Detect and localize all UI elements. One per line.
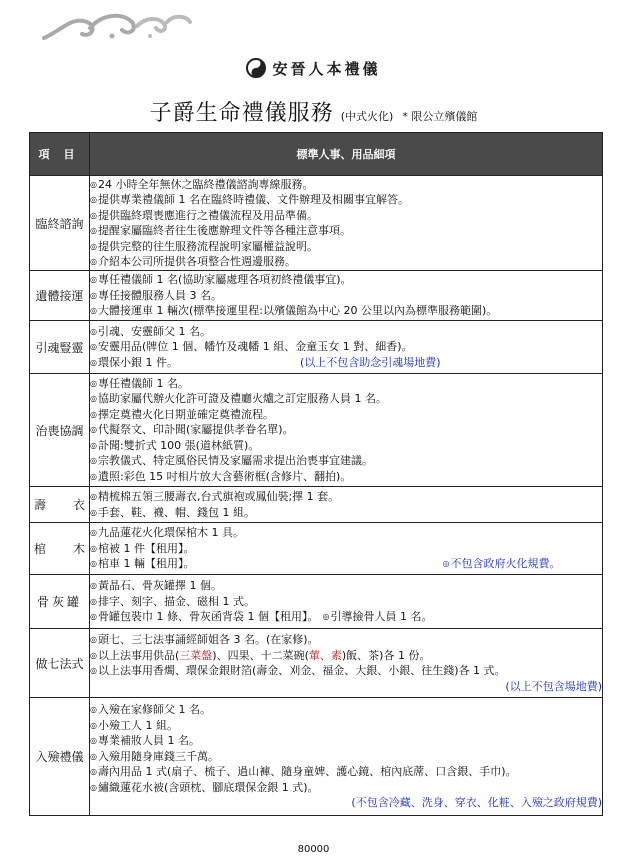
bullet-icon: ◎ (90, 528, 97, 538)
bullet-icon: ◎ (90, 195, 97, 204)
row-note: (以上不包含場地費) (505, 679, 602, 693)
bullet-icon: ◎ (90, 559, 97, 569)
bullet-icon: ◎ (442, 559, 450, 569)
bullet-icon: ◎ (90, 767, 97, 777)
detail-line: ◎24 小時全年無休之臨終禮儀諮詢專線服務。 (90, 177, 314, 191)
detail-line: ◎安靈用品(牌位 1 個、幡竹及魂幡 1 組、金童玉女 1 對、細香)。 (90, 340, 413, 354)
bullet-icon: ◎ (90, 326, 97, 336)
row-detail (90, 698, 603, 816)
detail-line: ◎棺被 1 件【租用】。 (90, 541, 195, 555)
bullet-icon: ◎ (90, 257, 97, 266)
bullet-icon: ◎ (90, 751, 97, 761)
row-item-label: 遺體接運 (30, 271, 90, 321)
table-row (30, 176, 603, 271)
bullet-icon: ◎ (90, 394, 97, 404)
detail-line: ◎以上法事用香燭、環保金銀財箔(壽金、刈金、福金、大銀、小銀、往生錢)各 1 式。 (90, 664, 506, 677)
row-note: (以上不包含助念引魂場地費) (299, 355, 441, 369)
table-row (30, 523, 603, 575)
detail-line: ◎專任禮儀師 1 名(協助家屬處理各項初終禮儀事宜)。 (90, 273, 352, 287)
detail-line: ◎宗教儀式、特定風俗民情及家屬需求提出治喪事宜建議。 (90, 454, 373, 468)
bullet-icon: ◎ (90, 179, 97, 189)
detail-line: ◎提供完整的往生服務流程說明家屬權益說明。 (90, 239, 318, 253)
header-item: 項目 (30, 133, 90, 176)
detail-line: ◎頭七、三七法事誦經師姐各 3 名。(在家修)。 (90, 633, 319, 646)
bullet-icon: ◎ (90, 736, 97, 746)
bullet-icon: ◎ (90, 581, 97, 591)
bullet-icon: ◎ (90, 666, 97, 675)
bullet-icon: ◎ (90, 210, 97, 220)
bullet-icon: ◎ (90, 275, 97, 285)
bullet-icon: ◎ (90, 705, 97, 715)
bullet-icon: ◎ (90, 596, 97, 606)
header-detail: 標準人事、用品細項 (90, 133, 603, 176)
title-main: 子爵生命禮儀服務 (149, 101, 334, 126)
bullet-icon: ◎ (90, 782, 97, 792)
bullet-icon: ◎ (90, 226, 97, 235)
row-item-label: 入殮禮儀 (30, 698, 90, 816)
bullet-icon: ◎ (90, 612, 97, 622)
table-header-row (30, 133, 603, 176)
row-detail (90, 321, 603, 374)
bullet-icon: ◎ (90, 650, 97, 660)
detail-line: ◎專業補妝人員 1 名。 (90, 734, 200, 748)
table-row (30, 321, 603, 374)
bullet-icon: ◎ (322, 612, 330, 622)
detail-line: ◎擇定奠禮火化日期並確定奠禮流程。 (90, 407, 274, 421)
row-detail (90, 523, 603, 575)
bullet-icon: ◎ (90, 507, 97, 517)
detail-line: ◎遺照:彩色 15 吋相片放大含藝術框(含修片、翻拍)。 (90, 469, 352, 483)
detail-line: ◎提供專業禮儀師 1 名在臨終時禮儀、文件辦理及相關事宜解答。 (90, 193, 409, 206)
detail-line: ◎壽內用品 1 式(扇子、梳子、過山褲、隨身童婢、護心鏡、棺內底蓆、口含銀、手巾)。 (90, 765, 517, 779)
detail-line: ◎排字、刻字、描金、磁相 1 式。 (90, 594, 255, 608)
detail-line: ◎訃聞:雙折式 100 張(道林紙質)。 (90, 438, 260, 452)
bullet-icon: ◎ (90, 342, 97, 352)
row-detail (90, 176, 603, 271)
row-note: (不包含冷藏、洗身、穿衣、化粧、入殮之政府規費) (351, 796, 602, 810)
detail-line: ◎以上法事用供品(三菜盤)、四果、十二菜碗(葷、素)飯、茶)各 1 份。 (90, 648, 431, 662)
bullet-icon: ◎ (90, 425, 97, 435)
bullet-icon: ◎ (90, 241, 97, 251)
row-note: ◎不包含政府火化規費。 (442, 557, 561, 571)
bullet-icon: ◎ (90, 440, 97, 450)
detail-line: ◎骨罐包裝巾 1 條、骨灰函背袋 1 個【租用】。 ◎引導撿骨人員 1 名。 (90, 610, 433, 624)
highlight-text: 葷、素 (308, 648, 342, 662)
bullet-icon: ◎ (90, 306, 97, 316)
detail-line: ◎精梳棉五領三腰壽衣,台式旗袍或鳳仙裝;擇 1 套。 (90, 490, 340, 503)
page-title (0, 96, 627, 127)
table-row (30, 575, 603, 629)
detail-line: ◎專任接體服務人員 3 名。 (90, 288, 222, 302)
detail-line: ◎入殮用隨身庫錢三千萬。 (90, 749, 219, 763)
decorative-swirl-icon (42, 8, 192, 44)
row-item-label: 棺木 (30, 523, 90, 575)
table-row (30, 374, 603, 487)
row-item-label: 臨終諮詢 (30, 176, 90, 271)
row-detail (90, 487, 603, 523)
bullet-icon: ◎ (90, 492, 97, 501)
bullet-icon: ◎ (90, 543, 97, 553)
detail-line: ◎協助家屬代辦火化許可證及禮廳火爐之訂定服務人員 1 名。 (90, 392, 387, 406)
row-detail (90, 575, 603, 629)
detail-line: ◎介紹本公司所提供各項整合性週邊服務。 (90, 255, 296, 268)
detail-line: ◎小殮工人 1 組。 (90, 718, 178, 732)
brand-header (0, 58, 627, 79)
title-sub: (中式火化) (340, 110, 394, 123)
highlight-text: 三菜盤 (179, 648, 213, 662)
row-item-label: 做七法式 (30, 629, 90, 698)
table-row (30, 698, 603, 816)
detail-line: ◎代擬祭文、印訃聞(家屬提供孝眷名單)。 (90, 423, 294, 437)
bullet-icon: ◎ (90, 456, 97, 466)
detail-line: ◎棺車 1 輛【租用】。 ◎不包含政府火化規費。 (90, 557, 561, 571)
detail-line: ◎大體接運車 1 輛次(標準接運里程:以殯儀館為中心 20 公里以內為標準服務範圍)。 (90, 304, 498, 318)
bullet-icon: ◎ (90, 471, 97, 481)
detail-line: ◎提醒家屬臨終者往生後應辦理文件等各種注意事項。 (90, 224, 351, 237)
detail-line: ◎手套、鞋、襪、帽、錢包 1 組。 (90, 505, 255, 519)
bullet-icon: ◎ (90, 378, 97, 388)
row-item-label: 治喪協調 (30, 374, 90, 487)
table-row (30, 487, 603, 523)
detail-line: ◎引魂、安靈師父 1 名。 (90, 324, 211, 338)
row-detail (90, 271, 603, 321)
detail-line: ◎黃晶石、骨灰罐擇 1 個。 (90, 579, 222, 593)
title-note: * 限公立殯儀館 (402, 110, 478, 123)
table-row (30, 629, 603, 698)
row-item-label: 引魂豎靈 (30, 321, 90, 374)
row-detail (90, 374, 603, 487)
service-table (29, 132, 603, 816)
yin-yang-logo-icon (246, 58, 266, 78)
bullet-icon: ◎ (90, 409, 97, 419)
detail-line: ◎入殮在家修師父 1 名。 (90, 703, 211, 717)
price-footer: 80000 (297, 844, 330, 855)
row-item-label: 壽衣 (30, 487, 90, 523)
detail-line: ◎繡織蓮花水被(含頭枕、腳底環保金銀 1 式)。 (90, 780, 319, 794)
bullet-icon: ◎ (90, 357, 97, 367)
row-item-label: 骨灰罐 (30, 575, 90, 629)
detail-line: ◎提供臨終環喪應進行之禮儀流程及用品準備。 (90, 208, 318, 222)
detail-line: ◎九品蓮花火化環保棺木 1 具。 (90, 526, 244, 540)
detail-line: ◎環保小銀 1 件。 (以上不包含助念引魂場地費) (90, 355, 441, 369)
detail-line: ◎專任禮儀師 1 名。 (90, 376, 189, 390)
table-row (30, 271, 603, 321)
row-detail (90, 629, 603, 698)
bullet-icon: ◎ (90, 635, 97, 644)
bullet-icon: ◎ (90, 290, 97, 300)
brand-name: 安晉人本禮儀 (272, 60, 381, 78)
bullet-icon: ◎ (90, 720, 97, 730)
